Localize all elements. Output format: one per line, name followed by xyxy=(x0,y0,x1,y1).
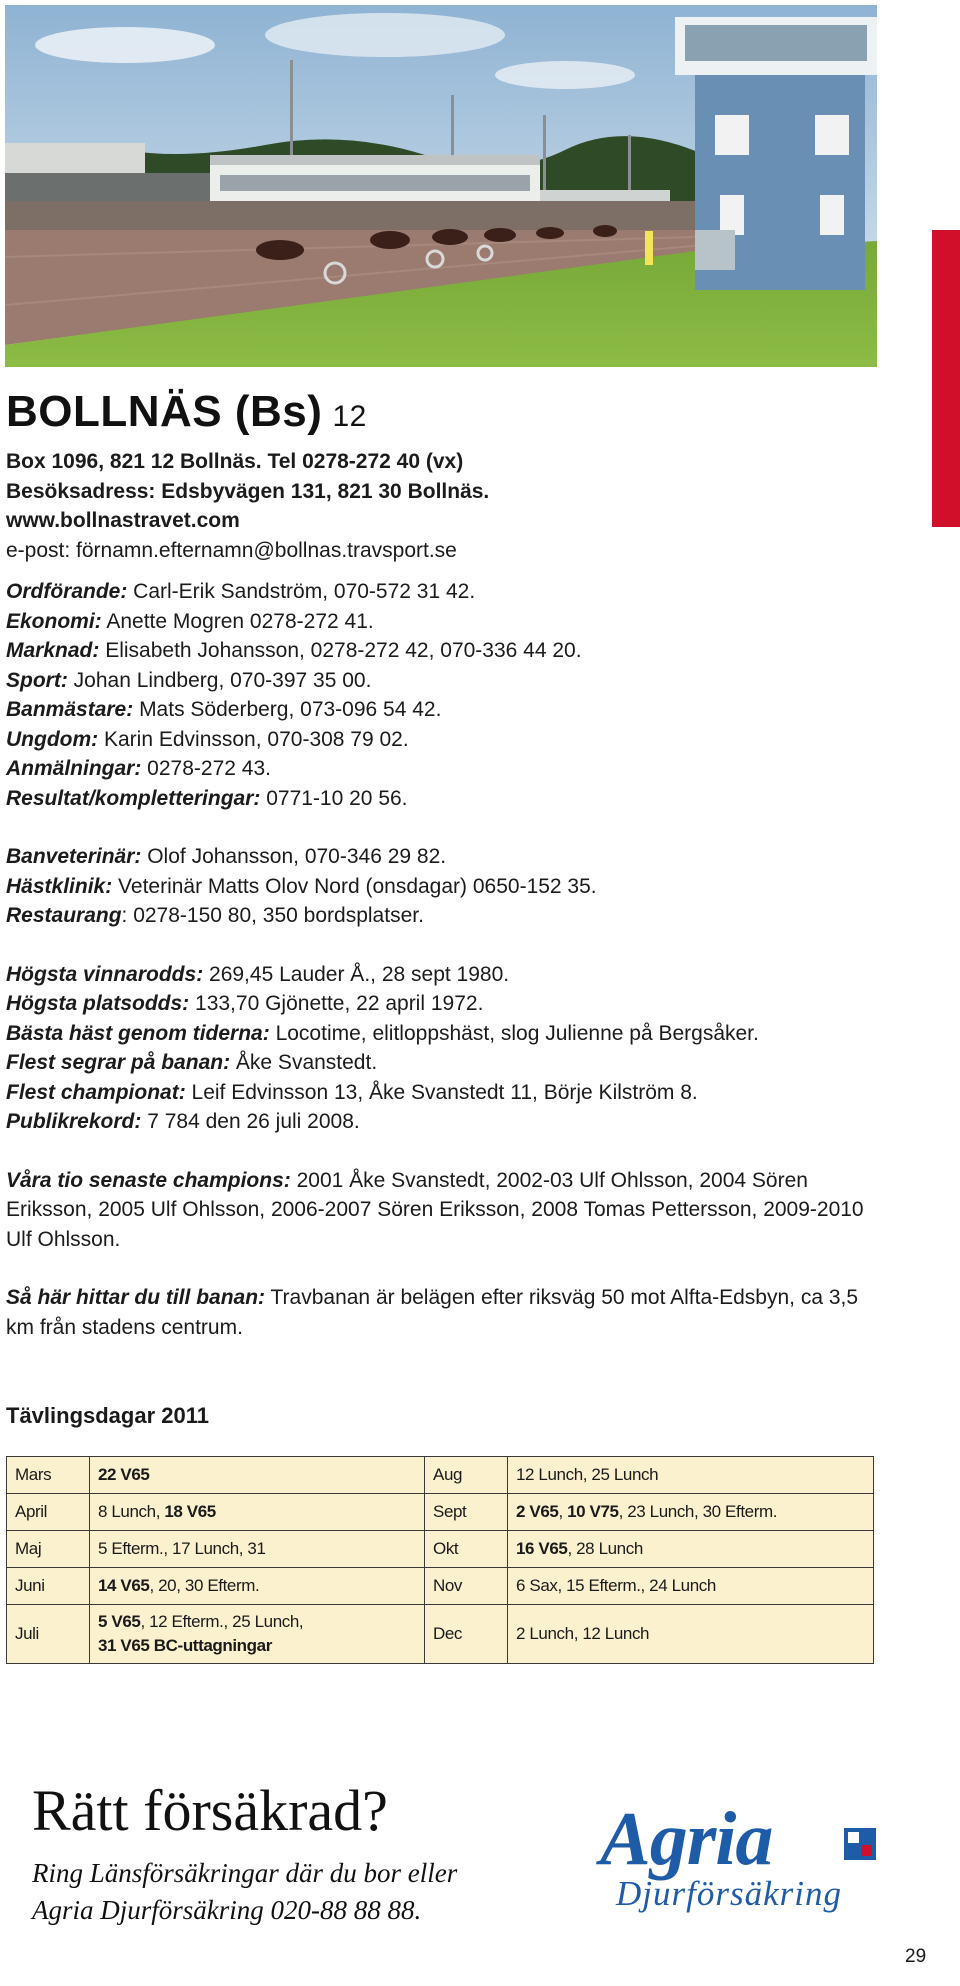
month-cell: Dec xyxy=(425,1605,508,1664)
race-highlight: 5 V65 xyxy=(98,1612,141,1631)
date-line xyxy=(98,1463,416,1487)
month-cell: Nov xyxy=(425,1568,508,1605)
race-highlight: 22 V65 xyxy=(98,1465,150,1484)
race-days-title: Tävlingsdagar 2011 xyxy=(6,1403,209,1428)
track-info xyxy=(6,447,886,1342)
dates-cell xyxy=(90,1494,425,1531)
record-row xyxy=(6,1078,886,1108)
contact-list xyxy=(6,577,886,813)
record-value: 269,45 Lauder Å., 28 sept 1980. xyxy=(203,962,510,986)
agria-logo xyxy=(600,1797,880,1935)
contact-value: Carl-Erik Sandström, 070-572 31 42. xyxy=(127,580,476,603)
contact-value: Johan Lindberg, 070-397 35 00. xyxy=(67,668,372,692)
month-cell: April xyxy=(7,1494,90,1531)
record-row xyxy=(6,1107,886,1137)
table-row xyxy=(7,1568,874,1605)
record-value: Åke Svanstedt. xyxy=(230,1051,378,1074)
contact-row xyxy=(6,636,886,666)
dates-cell xyxy=(508,1494,874,1531)
service-row xyxy=(6,872,886,902)
race-days-table xyxy=(6,1456,874,1664)
contact-row xyxy=(6,784,886,814)
contact-label: Ordförande: xyxy=(6,580,128,603)
race-highlight: 31 V65 BC-uttagningar xyxy=(98,1636,272,1655)
date-line xyxy=(98,1574,416,1598)
date-line xyxy=(516,1463,865,1487)
contact-row xyxy=(6,695,886,725)
date-line xyxy=(516,1574,865,1598)
logo-wordmark: Agria xyxy=(600,1797,773,1881)
contact-value: 0278-272 43. xyxy=(141,757,271,780)
records-list xyxy=(6,960,886,1137)
dates-cell xyxy=(508,1531,874,1568)
month-cell: Juli xyxy=(7,1605,90,1664)
contact-label: Resultat/kompletteringar: xyxy=(6,786,261,810)
month-cell: Mars xyxy=(7,1457,90,1494)
track-title xyxy=(6,386,367,443)
record-row xyxy=(6,960,886,990)
table-row xyxy=(7,1457,874,1494)
track-code: 12 xyxy=(332,400,367,433)
email-address: e-post: förnamn.efternamn@bollnas.travsport.se xyxy=(6,538,457,562)
date-line xyxy=(516,1500,865,1524)
race-highlight: 18 V65 xyxy=(164,1502,216,1521)
contact-row xyxy=(6,725,886,755)
month-cell: Sept xyxy=(425,1494,508,1531)
contact-value: 0771-10 20 56. xyxy=(260,786,408,810)
service-label: Banveterinär: xyxy=(6,845,142,868)
race-text: 8 Lunch, xyxy=(98,1502,165,1521)
ad-text xyxy=(32,1855,457,1929)
contact-row xyxy=(6,577,886,607)
postal-address: Box 1096, 821 12 Bollnäs. Tel 0278-272 40 (vx) xyxy=(6,450,464,473)
record-label: Publikrekord: xyxy=(6,1110,142,1133)
service-value: Olof Johansson, 070-346 29 82. xyxy=(141,845,447,868)
record-value: Leif Edvinsson 13, Åke Svanstedt 11, Börje Kilström 8. xyxy=(185,1080,698,1104)
track-name: BOLLNÄS (Bs) xyxy=(6,387,323,436)
month-cell: Maj xyxy=(7,1531,90,1568)
champions-label: Våra tio senaste champions: xyxy=(6,1168,291,1192)
champions-value: 2001 Åke Svanstedt, 2002-03 Ulf Ohlsson, 2004 Sören Eriksson, 2005 Ulf Ohlsson, 2006-2007 Sören Eriksson, 2008 Tomas Pettersson, 2009-2010 Ulf Ohlsson. xyxy=(6,1168,864,1251)
section-tab-marker xyxy=(932,230,960,527)
logo-cross-icon xyxy=(844,1828,876,1860)
ad-headline: Rätt försäkrad? xyxy=(32,1778,388,1843)
service-value: : 0278-150 80, 350 bordsplatser. xyxy=(121,904,424,927)
contact-label: Ungdom: xyxy=(6,727,99,751)
contact-label: Sport: xyxy=(6,668,68,692)
race-text: 6 Sax, 15 Efterm., 24 Lunch xyxy=(516,1576,716,1595)
dates-cell xyxy=(508,1457,874,1494)
contact-row xyxy=(6,754,886,784)
contact-value: Anette Mogren 0278-272 41. xyxy=(101,609,374,633)
contact-label: Marknad: xyxy=(6,639,100,662)
table-row xyxy=(7,1605,874,1664)
page-number: 29 xyxy=(905,1946,927,1967)
race-text: 5 Efterm., 17 Lunch, 31 xyxy=(98,1539,266,1558)
month-cell: Juni xyxy=(7,1568,90,1605)
record-label: Flest segrar på banan: xyxy=(6,1051,231,1074)
dates-cell xyxy=(90,1531,425,1568)
race-highlight: 10 V75 xyxy=(567,1502,619,1521)
website-link[interactable]: www.bollnastravet.com xyxy=(6,509,240,532)
contact-row xyxy=(6,607,886,637)
date-line xyxy=(98,1634,416,1658)
dates-cell xyxy=(90,1605,425,1664)
service-list xyxy=(6,842,886,931)
service-label: Restaurang xyxy=(6,904,122,927)
contact-label: Ekonomi: xyxy=(6,609,102,633)
table-row xyxy=(7,1494,874,1531)
record-label: Högsta vinnarodds: xyxy=(6,962,204,986)
month-cell: Okt xyxy=(425,1531,508,1568)
record-value: 7 784 den 26 juli 2008. xyxy=(141,1110,360,1133)
race-text: 12 Lunch, 25 Lunch xyxy=(516,1465,659,1484)
record-label: Högsta platsodds: xyxy=(6,992,190,1015)
directions-value: Travbanan är belägen efter riksväg 50 mot Alfta-Edsbyn, ca 3,5 km från stadens centrum. xyxy=(6,1286,859,1339)
contact-row xyxy=(6,666,886,696)
dates-cell xyxy=(508,1605,874,1664)
record-value: Locotime, elitloppshäst, slog Julienne på Bergsåker. xyxy=(269,1021,759,1045)
directions-paragraph xyxy=(6,1283,886,1342)
dates-cell xyxy=(90,1568,425,1605)
directions-label: Så här hittar du till banan: xyxy=(6,1286,266,1309)
contact-value: Elisabeth Johansson, 0278-272 42, 070-336 44 20. xyxy=(99,639,582,662)
service-row xyxy=(6,901,886,931)
dates-cell xyxy=(90,1457,425,1494)
service-value: Veterinär Matts Olov Nord (onsdagar) 0650-152 35. xyxy=(112,874,597,898)
contact-label: Anmälningar: xyxy=(6,757,142,780)
record-label: Bästa häst genom tiderna: xyxy=(6,1021,270,1045)
race-text: 2 Lunch, 12 Lunch xyxy=(516,1624,650,1643)
champions-paragraph xyxy=(6,1166,886,1255)
date-line xyxy=(516,1622,865,1646)
record-row xyxy=(6,1048,886,1078)
date-line xyxy=(98,1610,416,1634)
ad-line: Agria Djurförsäkring 020-88 88 88. xyxy=(32,1895,422,1925)
race-text: , xyxy=(558,1502,568,1521)
race-text: , 20, 30 Efterm. xyxy=(149,1576,260,1595)
race-text: , 28 Lunch xyxy=(567,1539,643,1558)
service-row xyxy=(6,842,886,872)
record-label: Flest championat: xyxy=(6,1080,186,1104)
dates-cell xyxy=(508,1568,874,1605)
racetrack-photo xyxy=(5,5,877,367)
table-row xyxy=(7,1531,874,1568)
month-cell: Aug xyxy=(425,1457,508,1494)
contact-value: Mats Söderberg, 073-096 54 42. xyxy=(133,698,442,721)
race-highlight: 2 V65 xyxy=(516,1502,559,1521)
race-highlight: 14 V65 xyxy=(98,1576,150,1595)
race-text: , 12 Efterm., 25 Lunch, xyxy=(140,1612,304,1631)
contact-label: Banmästare: xyxy=(6,698,134,721)
race-text: , 23 Lunch, 30 Efterm. xyxy=(618,1502,778,1521)
date-line xyxy=(516,1537,865,1561)
date-line xyxy=(98,1537,416,1561)
ad-line: Ring Länsförsäkringar där du bor eller xyxy=(32,1858,458,1888)
date-line xyxy=(98,1500,416,1524)
record-row xyxy=(6,1019,886,1049)
contact-value: Karin Edvinsson, 070-308 79 02. xyxy=(98,727,409,751)
racetrack-photo-illustration xyxy=(5,5,877,367)
logo-subtitle: Djurförsäkring xyxy=(616,1874,842,1913)
service-label: Hästklinik: xyxy=(6,874,113,898)
race-highlight: 16 V65 xyxy=(516,1539,568,1558)
visiting-address: Besöksadress: Edsbyvägen 131, 821 30 Bollnäs. xyxy=(6,479,490,503)
record-value: 133,70 Gjönette, 22 april 1972. xyxy=(189,992,484,1015)
record-row xyxy=(6,989,886,1019)
